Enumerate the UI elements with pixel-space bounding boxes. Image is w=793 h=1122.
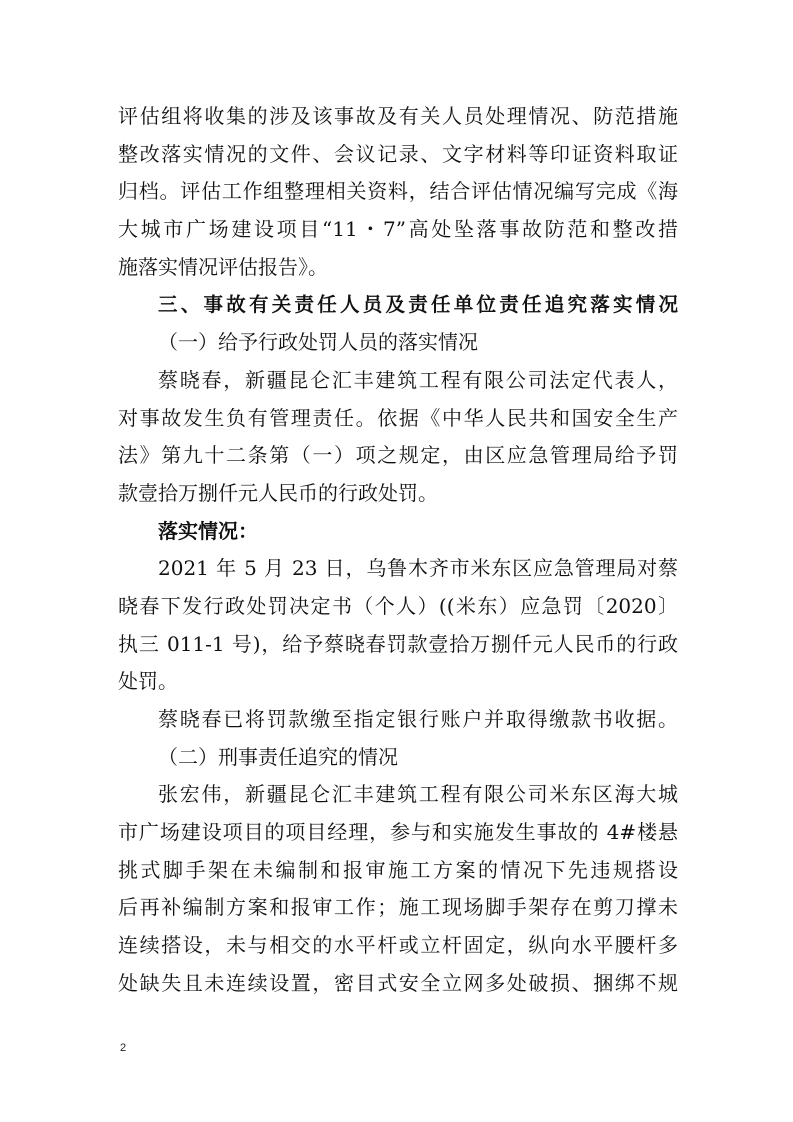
body-line: 大城市广场建设项目“11・7”高处坠落事故防范和整改措: [118, 217, 678, 242]
body-line: 对事故发生负有管理责任。依据《中华人民共和国安全生产: [118, 405, 678, 430]
body-line: 2021 年 5 月 23 日，乌鲁木齐市米东区应急管理局对蔡: [158, 556, 678, 581]
implementation-label: 落实情况：: [158, 518, 258, 543]
body-line: 晓春下发行政处罚决定书（个人）((米东）应急罚〔2020〕: [118, 593, 678, 618]
document-body: [118, 98, 678, 1003]
body-line: 处缺失且未连续设置，密目式安全立网多处破损、捆绑不规: [118, 970, 678, 995]
subsection-heading: （二）刑事责任追究的情况: [158, 744, 398, 769]
body-line: 蔡晓春，新疆昆仑汇丰建筑工程有限公司法定代表人，: [158, 367, 678, 392]
body-line: 法》第九十二条第（一）项之规定，由区应急管理局给予罚: [118, 443, 678, 468]
body-line: 施落实情况评估报告》。: [118, 254, 328, 279]
subsection-heading: （一）给予行政处罚人员的落实情况: [158, 330, 478, 355]
body-line: 蔡晓春已将罚款缴至指定银行账户并取得缴款书收据。: [158, 707, 678, 731]
body-line: 处罚。: [118, 669, 178, 694]
body-line: 款壹拾万捌仟元人民币的行政处罚。: [118, 480, 438, 505]
page-number: 2: [120, 1042, 127, 1054]
body-line: 评估组将收集的涉及该事故及有关人员处理情况、防范措施: [118, 104, 678, 128]
section-heading: 三、事故有关责任人员及责任单位责任追究落实情况: [158, 293, 678, 317]
body-line: 执三 011-1 号)，给予蔡晓春罚款壹拾万捌仟元人民币的行政: [118, 631, 678, 656]
body-line: 连续搭设，未与相交的水平杆或立杆固定，纵向水平腰杆多: [118, 933, 678, 958]
body-line: 市广场建设项目的项目经理，参与和实施发生事故的 4#楼悬: [118, 820, 678, 845]
body-line: 归档。评估工作组整理相关资料，结合评估情况编写完成《海: [118, 179, 678, 204]
body-line: 后再补编制方案和报审工作；施工现场脚手架存在剪刀撑未: [118, 895, 678, 920]
body-line: 挑式脚手架在未编制和报审施工方案的情况下先违规搭设: [118, 857, 678, 882]
body-line: 张宏伟，新疆昆仑汇丰建筑工程有限公司米东区海大城: [158, 782, 678, 807]
body-line: 整改落实情况的文件、会议记录、文字材料等印证资料取证: [118, 141, 678, 166]
